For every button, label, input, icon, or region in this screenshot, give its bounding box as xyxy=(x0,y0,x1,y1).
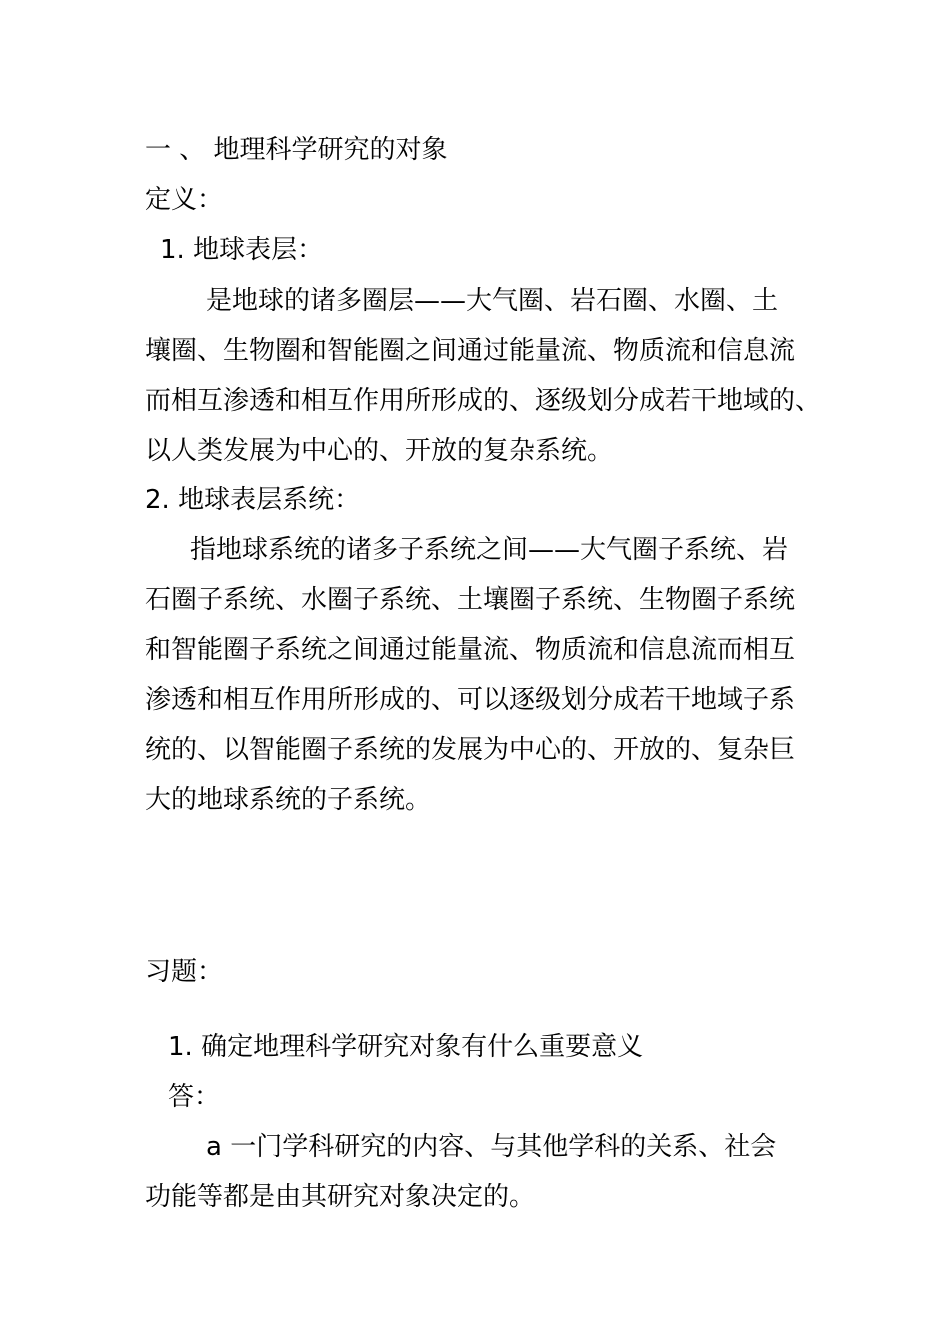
item1-label: 1. 地球表层： xyxy=(160,235,324,265)
exercise-question: 1. 确定地理科学研究对象有什么重要意义 xyxy=(168,1032,644,1062)
item2-paragraph-line: 渗透和相互作用所形成的、可以逐级划分成若干地域子系 xyxy=(145,685,796,715)
item1-paragraph-line: 而相互渗透和相互作用所形成的、逐级划分成若干地域的、 xyxy=(145,386,822,416)
definition-label: 定义： xyxy=(145,185,224,215)
answer-paragraph-line: a 一门学科研究的内容、与其他学科的关系、社会 xyxy=(206,1132,777,1162)
item2-paragraph-line: 和智能圈子系统之间通过能量流、物质流和信息流而相互 xyxy=(145,635,796,665)
answer-paragraph-line: 功能等都是由其研究对象决定的。 xyxy=(145,1182,536,1212)
item1-paragraph-line: 以人类发展为中心的、开放的复杂系统。 xyxy=(145,436,614,466)
exercises-label: 习题： xyxy=(145,957,224,987)
section-heading: 一 、 地理科学研究的对象 xyxy=(145,135,448,165)
item1-paragraph-line: 是地球的诸多圈层——大气圈、岩石圈、水圈、土 xyxy=(206,286,779,316)
item2-paragraph-line: 石圈子系统、水圈子系统、土壤圈子系统、生物圈子系统 xyxy=(145,585,796,615)
item2-label: 2. 地球表层系统： xyxy=(145,485,361,515)
item2-paragraph-line: 大的地球系统的子系统。 xyxy=(145,785,432,815)
item2-paragraph-line: 统的、以智能圈子系统的发展为中心的、开放的、复杂巨 xyxy=(145,735,796,765)
answer-label: 答： xyxy=(168,1082,221,1112)
item1-paragraph-line: 壤圈、生物圈和智能圈之间通过能量流、物质流和信息流 xyxy=(145,336,796,366)
item2-paragraph-line: 指地球系统的诸多子系统之间——大气圈子系统、岩 xyxy=(190,535,789,565)
